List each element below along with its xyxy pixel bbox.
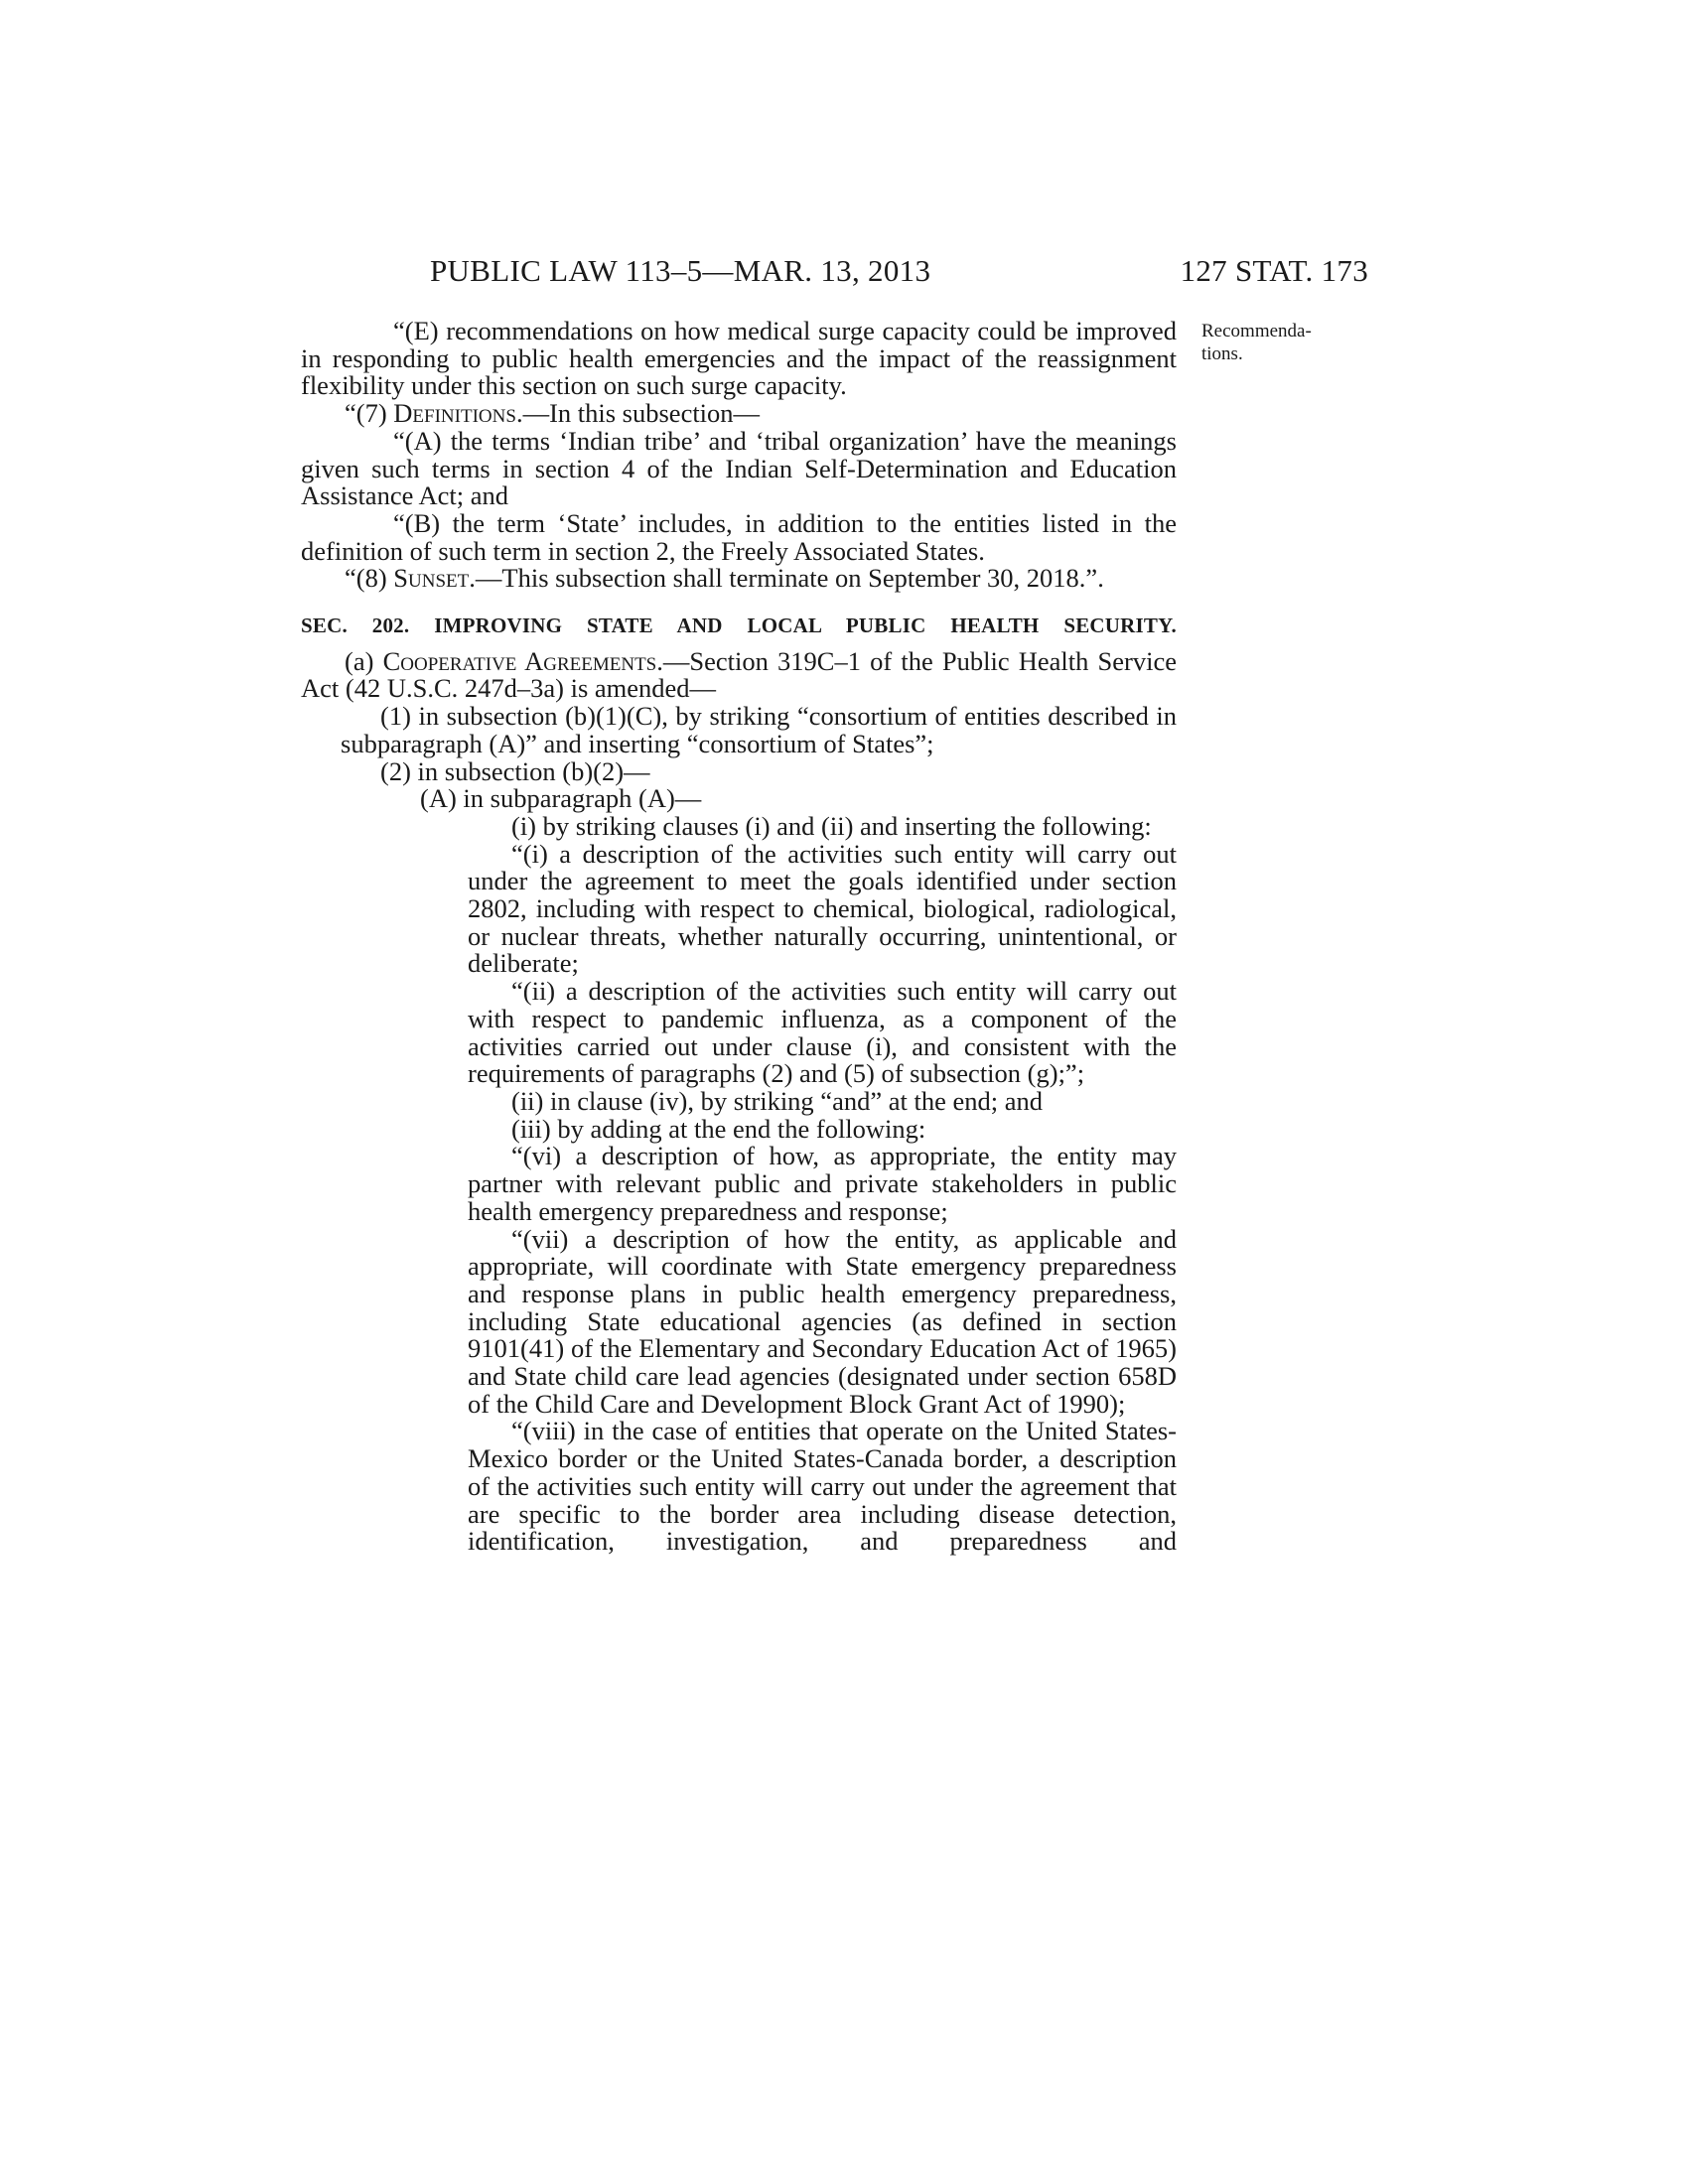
paragraph-text: (2) in subsection (b)(2)— xyxy=(380,755,650,786)
margin-note-text: Recommenda- tions. xyxy=(1201,321,1312,364)
margin-note xyxy=(1201,320,1340,365)
statute-page-number: 127 STAT. 173 xyxy=(1180,253,1368,288)
paragraph-8-sunset xyxy=(301,565,1177,593)
paragraph-text: (iii) by adding at the end the following: xyxy=(511,1113,926,1144)
statute-body xyxy=(301,318,1177,1556)
quoted-clause-vi xyxy=(301,1143,1177,1225)
paragraph-number: “(7) xyxy=(345,398,394,429)
clause-a2A-ii xyxy=(301,1085,1177,1116)
paragraph-text: “(i) a description of the activities such entity will carry out under the agreement to meet the goals identified under section 2802, including with respect to chemical, biological, radiological, or nuclear threats, whether naturally occurring, unintentional, or deliberate; xyxy=(468,838,1177,979)
paragraph-text: (1) in subsection (b)(1)(C), by striking “consortium of entities described in subparagraph (A)” and inserting “consortium of States”; xyxy=(341,701,1177,758)
clause-a2A-iii xyxy=(301,1113,1177,1144)
quoted-clause-vii xyxy=(301,1223,1177,1419)
paragraph-text: (A) in subparagraph (A)— xyxy=(420,783,702,814)
quoted-clause-viii xyxy=(301,1418,1177,1556)
running-head xyxy=(430,253,1368,293)
paragraph-7-definitions xyxy=(301,400,1177,428)
paragraph-heading: Cooperative Agreements xyxy=(382,645,657,676)
public-law-header: PUBLIC LAW 113–5—MAR. 13, 2013 xyxy=(430,253,931,288)
paragraph-6E xyxy=(301,318,1177,400)
quoted-clause-i xyxy=(301,838,1177,979)
paragraph-text: .—This subsection shall terminate on September 30, 2018.”. xyxy=(469,563,1104,594)
paragraph-heading: Sunset xyxy=(393,563,470,594)
clause-a2A-i xyxy=(301,810,1177,841)
paragraph-heading: Definitions xyxy=(393,398,516,429)
paragraph-a1 xyxy=(301,703,1177,757)
quoted-clause-ii xyxy=(301,978,1177,1088)
section-heading: SEC. 202. IMPROVING STATE AND LOCAL PUBLIC HEALTH SECURITY. xyxy=(301,614,1177,638)
paragraph-number: “(8) xyxy=(345,563,394,594)
paragraph-text: “(B) the term ‘State’ includes, in addition to the entities listed in the definition of such term in section 2, the Freely Associated States. xyxy=(301,507,1177,566)
paragraph-text: (ii) in clause (iv), by striking “and” at the end; and xyxy=(511,1085,1043,1116)
paragraph-text: “(vi) a description of how, as appropriate, the entity may partner with relevant public and private stakeholders in public health emergency preparedness and response; xyxy=(468,1141,1177,1226)
paragraph-7B xyxy=(301,507,1177,566)
subsection-a xyxy=(301,645,1177,704)
paragraph-number: (a) xyxy=(345,645,383,676)
paragraph-text: .—In this subsection— xyxy=(515,398,761,429)
paragraph-text: “(viii) in the case of entities that operate on the United States-Mexico border or the United States-Canada border, a description of the activities such entity will carry out under the agreement that are specific to the border area including disease detection, identification, investigation, and preparedness and xyxy=(468,1416,1177,1557)
paragraph-text: “(vii) a description of how the entity, as applicable and appropriate, will coordinate with State emergency preparedness and response plans in public health emergency preparedness, including State educational agencies (as defined in section 9101(41) of the Elementary and Secondary Education Act of 1965) and State child care lead agencies (designated under section 658D of the Child Care and Development Block Grant Act of 1990); xyxy=(468,1223,1177,1419)
paragraph-a2 xyxy=(301,755,1177,786)
paragraph-text: .—Section 319C–1 of the Public Health Service Act (42 U.S.C. 247d–3a) is amended— xyxy=(301,645,1177,704)
paragraph-7A xyxy=(301,425,1177,511)
paragraph-text: (i) by striking clauses (i) and (ii) and inserting the following: xyxy=(511,810,1152,841)
paragraph-text: “(E) recommendations on how medical surge capacity could be improved in responding to public health emergencies and the impact of the reassignment flexibility under this section on such surge capacity. xyxy=(301,316,1177,401)
paragraph-text: “(A) the terms ‘Indian tribe’ and ‘tribal organization’ have the meanings given such terms in section 4 of the Indian Self-Determination and Education Assistance Act; and xyxy=(301,425,1177,511)
paragraph-a2A xyxy=(301,785,1177,813)
paragraph-text: “(ii) a description of the activities such entity will carry out with respect to pandemic influenza, as a component of the activities carried out under clause (i), and consistent with the requirements of paragraphs (2) and (5) of subsection (g);”; xyxy=(468,976,1177,1089)
